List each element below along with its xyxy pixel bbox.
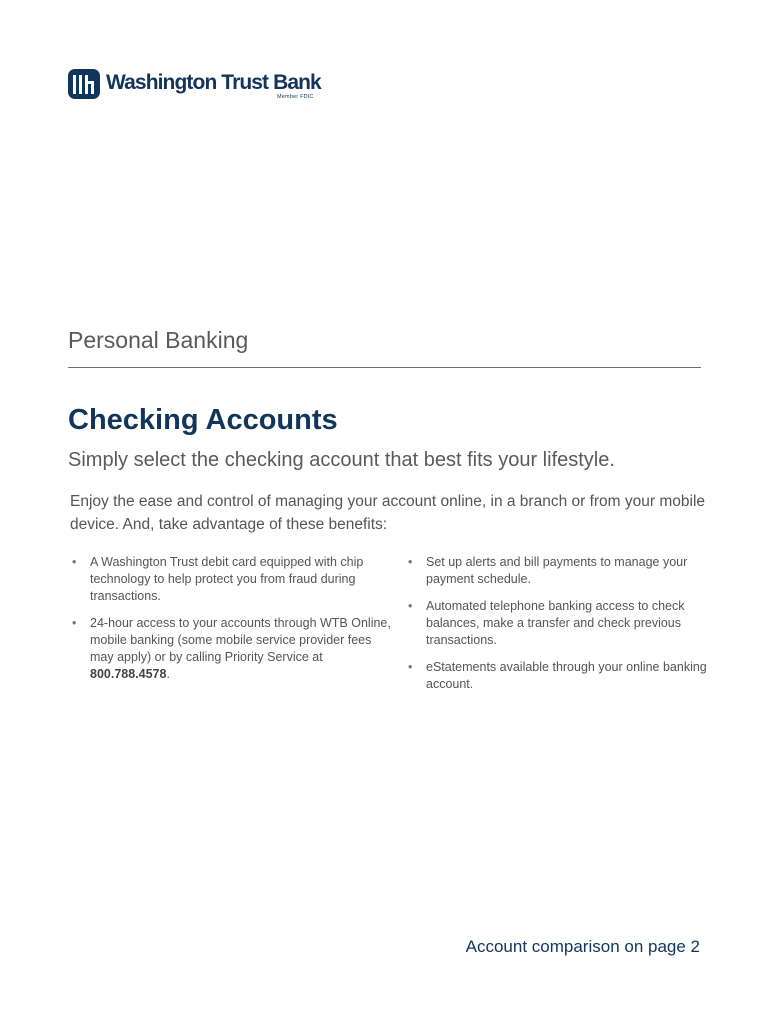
bullet: • xyxy=(408,660,413,674)
bullet: • xyxy=(72,555,77,569)
benefit-text: Automated telephone banking access to check balances, make a transfer and check previous transactions. xyxy=(426,599,685,647)
benefit-text: eStatements available through your online banking account. xyxy=(426,660,707,691)
benefit-text: Set up alerts and bill payments to manage your payment schedule. xyxy=(426,555,688,586)
member-fdic: Member FDIC xyxy=(277,94,314,100)
priority-service-phone: 800.788.4578 xyxy=(90,667,167,681)
benefit-text: 24-hour access to your accounts through WTB Online, mobile banking (some mobile service provider fees may apply) or by calling Priority Service at xyxy=(90,616,391,664)
bank-name: Washington Trust Bank xyxy=(106,71,321,94)
section-divider xyxy=(68,367,701,368)
section-label: Personal Banking xyxy=(68,327,249,353)
benefit-text: A Washington Trust debit card equipped with chip technology to help protect you from fraud during transactions. xyxy=(90,555,364,603)
benefits-list-left xyxy=(72,554,392,693)
page-title: Checking Accounts xyxy=(68,404,338,436)
list-item xyxy=(408,659,708,693)
bullet: • xyxy=(408,555,413,569)
list-item xyxy=(72,615,392,683)
account-comparison-link[interactable]: Account comparison on page 2 xyxy=(465,937,700,956)
list-item xyxy=(408,554,708,588)
benefits-list-right xyxy=(408,554,708,703)
page-subtitle: Simply select the checking account that best fits your lifestyle. xyxy=(68,449,615,471)
bullet: • xyxy=(408,599,413,613)
intro-paragraph: Enjoy the ease and control of managing your account online, in a branch or from your mobile device. And, take advantage of these benefits: xyxy=(70,493,706,533)
benefit-text-end: . xyxy=(166,667,170,681)
bank-logo-icon xyxy=(68,69,100,99)
list-item xyxy=(408,598,708,649)
list-item xyxy=(72,554,392,605)
bullet: • xyxy=(72,616,77,630)
